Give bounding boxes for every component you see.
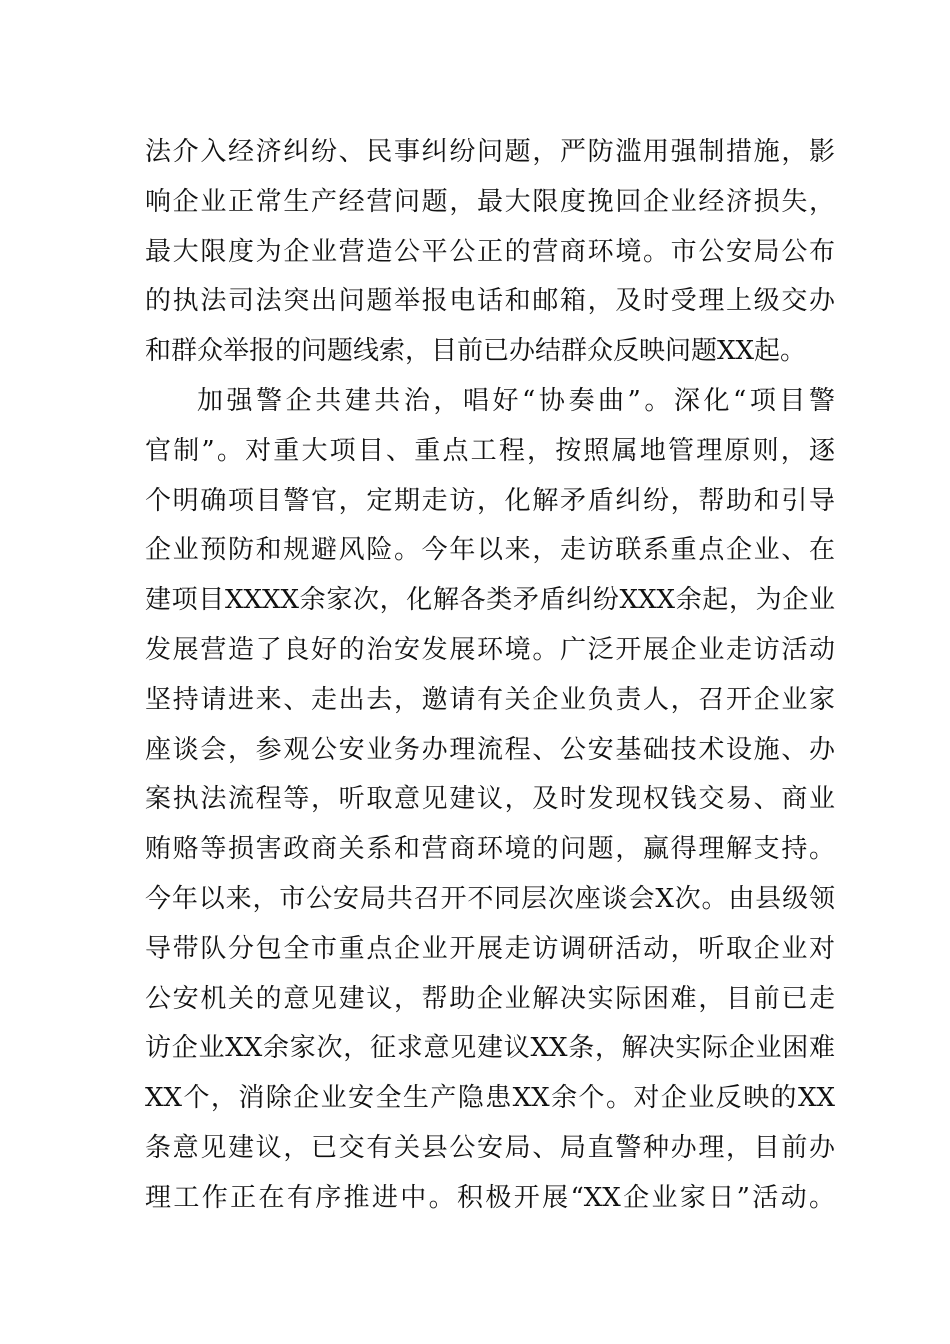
text-line: 导带队分包全市重点企业开展走访调研活动，听取企业对 [145,933,835,964]
text-line: 响企业正常生产经营问题，最大限度挽回企业经济损失， [145,186,835,217]
text-line: 法介入经济纠纷、民事纠纷问题，严防滥用强制措施，影 [145,137,835,167]
text-line: 今年以来，市公安局共召开不同层次座谈会X次。由县级领 [145,883,835,914]
text-line: 建项目XXXX余家次，化解各类矛盾纠纷XXX余起，为企业 [145,585,835,616]
text-line: 个明确项目警官，定期走访，化解矛盾纠纷，帮助和引导 [145,485,835,516]
text-line: 的执法司法突出问题举报电话和邮箱，及时受理上级交办 [145,286,835,317]
text-line: 最大限度为企业营造公平公正的营商环境。市公安局公布 [145,236,835,267]
text-line: 条意见建议，已交有关县公安局、局直警种办理，目前办 [145,1132,835,1163]
text-line: XX个，消除企业安全生产隐患XX余个。对企业反映的XX [145,1083,835,1114]
body-text [145,128,835,1224]
text-line: 公安机关的意见建议，帮助企业解决实际困难，目前已走 [145,983,835,1014]
text-line: 和群众举报的问题线索，目前已办结群众反映问题XX起。 [145,336,807,367]
text-line: 案执法流程等，听取意见建议，及时发现权钱交易、商业 [145,784,835,815]
text-line: 座谈会，参观公安业务办理流程、公安基础技术设施、办 [145,734,835,765]
text-line: 官制”。对重大项目、重点工程，按照属地管理原则，逐 [145,435,835,466]
text-line: 企业预防和规避风险。今年以来，走访联系重点企业、在 [145,535,835,566]
text-line: 发展营造了良好的治安发展环境。广泛开展企业走访活动 [145,634,835,665]
text-line: 贿赂等损害政商关系和营商环境的问题，赢得理解支持。 [145,834,835,865]
text-line: 理工作正在有序推进中。积极开展“XX企业家日”活动。 [145,1182,835,1213]
paragraph-start-line: 加强警企共建共治，唱好“协奏曲”。深化“项目警 [197,385,835,416]
text-line: 坚持请进来、走出去，邀请有关企业负责人，召开企业家 [145,684,835,715]
text-line: 访企业XX余家次，征求意见建议XX条，解决实际企业困难 [145,1033,835,1064]
